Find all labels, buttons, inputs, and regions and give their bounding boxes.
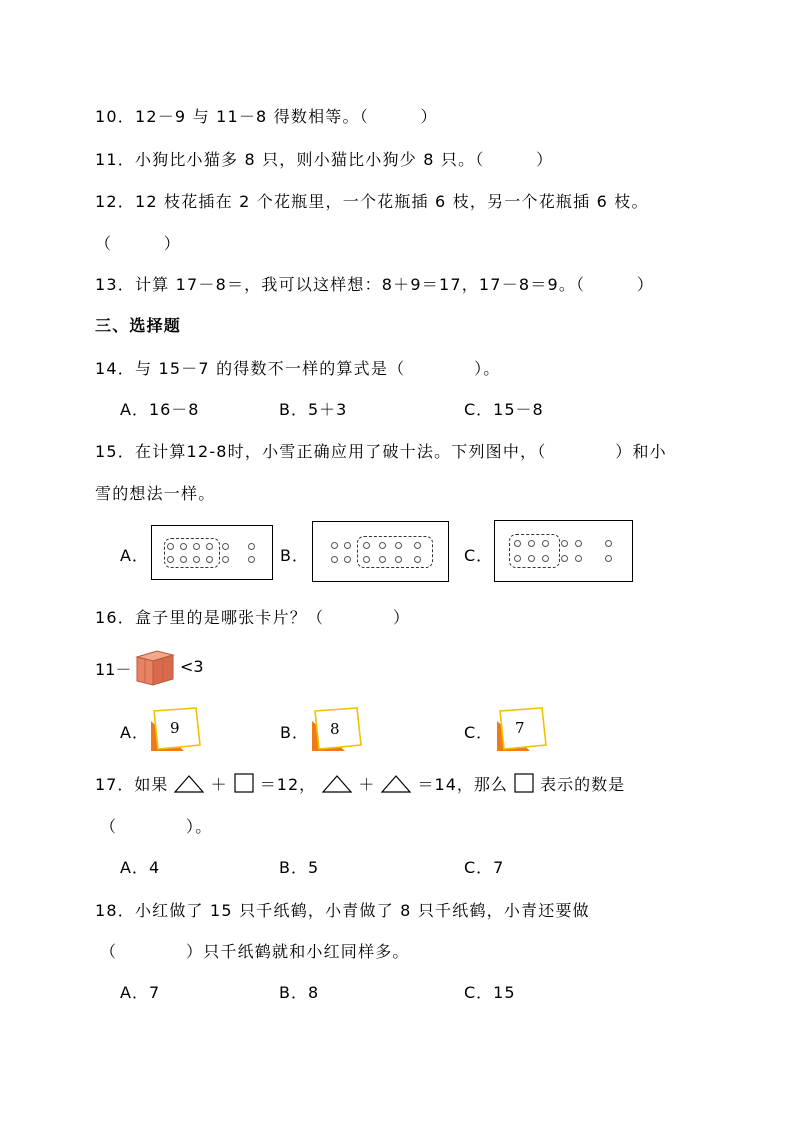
square-icon bbox=[514, 773, 534, 793]
dot bbox=[414, 542, 421, 549]
dot bbox=[514, 540, 521, 547]
q15-option-c[interactable]: C． bbox=[464, 546, 494, 565]
question-17-line1 bbox=[95, 772, 625, 795]
dot bbox=[542, 540, 549, 547]
dot bbox=[605, 540, 612, 547]
dot bbox=[222, 556, 229, 563]
dot bbox=[575, 540, 582, 547]
dot bbox=[561, 540, 568, 547]
card-c[interactable] bbox=[494, 707, 548, 753]
dot bbox=[222, 543, 229, 550]
q18-option-a[interactable]: A．7 bbox=[120, 983, 161, 1002]
card-b-number: 8 bbox=[330, 720, 340, 738]
section-heading-choice: 三、选择题 bbox=[95, 316, 182, 335]
dot bbox=[206, 556, 213, 563]
card-b[interactable] bbox=[309, 707, 363, 753]
q17-eq-1: ＝12， bbox=[259, 775, 317, 794]
dot bbox=[167, 556, 174, 563]
q17-suffix: 表示的数是 bbox=[540, 775, 626, 794]
q17-option-a[interactable]: A．4 bbox=[120, 858, 161, 877]
dot bbox=[395, 556, 402, 563]
q17-eq-2: ＝14，那么 bbox=[417, 775, 508, 794]
triangle-icon bbox=[381, 775, 411, 793]
question-16: 16．盒子里的是哪张卡片？（ ） bbox=[95, 608, 411, 627]
triangle-icon bbox=[174, 775, 204, 793]
dot bbox=[542, 555, 549, 562]
dot bbox=[193, 543, 200, 550]
dot-figure-c bbox=[494, 520, 633, 582]
question-12-line2: （ ） bbox=[95, 234, 182, 253]
dot bbox=[331, 556, 338, 563]
dot-figure-a bbox=[151, 525, 273, 580]
dot bbox=[363, 556, 370, 563]
dot bbox=[248, 543, 255, 550]
triangle-icon bbox=[322, 775, 352, 793]
q15-option-a[interactable]: A． bbox=[120, 546, 149, 565]
q14-option-a[interactable]: A．16－8 bbox=[120, 400, 200, 419]
q17-plus-2: ＋ bbox=[358, 775, 376, 794]
dot bbox=[561, 555, 568, 562]
dot bbox=[180, 556, 187, 563]
q14-option-b[interactable]: B．5＋3 bbox=[279, 400, 348, 419]
question-14: 14．与 15－7 的得数不一样的算式是（ ）。 bbox=[95, 359, 501, 378]
dot bbox=[167, 543, 174, 550]
dot bbox=[605, 555, 612, 562]
q16-option-c[interactable]: C． bbox=[464, 723, 494, 742]
q16-option-a[interactable]: A． bbox=[120, 723, 149, 742]
dot bbox=[528, 555, 535, 562]
dot bbox=[248, 556, 255, 563]
dot bbox=[206, 543, 213, 550]
dot bbox=[363, 542, 370, 549]
dot bbox=[575, 555, 582, 562]
dot bbox=[528, 540, 535, 547]
q16-expr-right: <3 bbox=[180, 657, 204, 676]
q18-option-b[interactable]: B．8 bbox=[279, 983, 320, 1002]
card-a-number: 9 bbox=[170, 719, 180, 737]
box-icon bbox=[133, 645, 177, 689]
q15-option-b[interactable]: B． bbox=[280, 546, 309, 565]
question-17-line2: （ ）。 bbox=[100, 817, 213, 836]
dot bbox=[379, 542, 386, 549]
question-15-line1: 15．在计算12-8时，小雪正确应用了破十法。下列图中，（ ）和小 bbox=[95, 442, 667, 461]
dot bbox=[331, 542, 338, 549]
q18-option-c[interactable]: C．15 bbox=[464, 983, 516, 1002]
q17-prefix: 17．如果 bbox=[95, 775, 169, 794]
dot-figure-b bbox=[312, 521, 449, 582]
dot bbox=[395, 542, 402, 549]
dot bbox=[344, 542, 351, 549]
question-13: 13．计算 17－8＝，我可以这样想：8＋9＝17，17－8＝9。（ ） bbox=[95, 275, 655, 294]
dot bbox=[414, 556, 421, 563]
question-18-line2: （ ）只千纸鹤就和小红同样多。 bbox=[100, 942, 410, 961]
square-icon bbox=[234, 773, 254, 793]
q16-option-b[interactable]: B． bbox=[280, 723, 309, 742]
question-12-line1: 12．12 枝花插在 2 个花瓶里，一个花瓶插 6 枝，另一个花瓶插 6 枝。 bbox=[95, 192, 649, 211]
q14-option-c[interactable]: C．15－8 bbox=[464, 400, 544, 419]
q17-plus-1: ＋ bbox=[210, 775, 228, 794]
q16-expr-left: 11－ bbox=[95, 660, 132, 679]
question-11: 11．小狗比小猫多 8 只，则小猫比小狗少 8 只。（ ） bbox=[95, 150, 554, 169]
q17-option-c[interactable]: C．7 bbox=[464, 858, 505, 877]
question-15-line2: 雪的想法一样。 bbox=[95, 484, 216, 503]
card-c-number: 7 bbox=[515, 719, 525, 737]
question-10: 10．12－9 与 11－8 得数相等。（ ） bbox=[95, 107, 438, 126]
q17-option-b[interactable]: B．5 bbox=[279, 858, 320, 877]
question-18-line1: 18．小红做了 15 只千纸鹤，小青做了 8 只千纸鹤，小青还要做 bbox=[95, 901, 590, 920]
dashed-group bbox=[164, 538, 220, 568]
dashed-group bbox=[357, 536, 433, 568]
dot bbox=[193, 556, 200, 563]
dot bbox=[379, 556, 386, 563]
card-a[interactable] bbox=[148, 707, 202, 753]
dot bbox=[180, 543, 187, 550]
dot bbox=[514, 555, 521, 562]
dot bbox=[344, 556, 351, 563]
